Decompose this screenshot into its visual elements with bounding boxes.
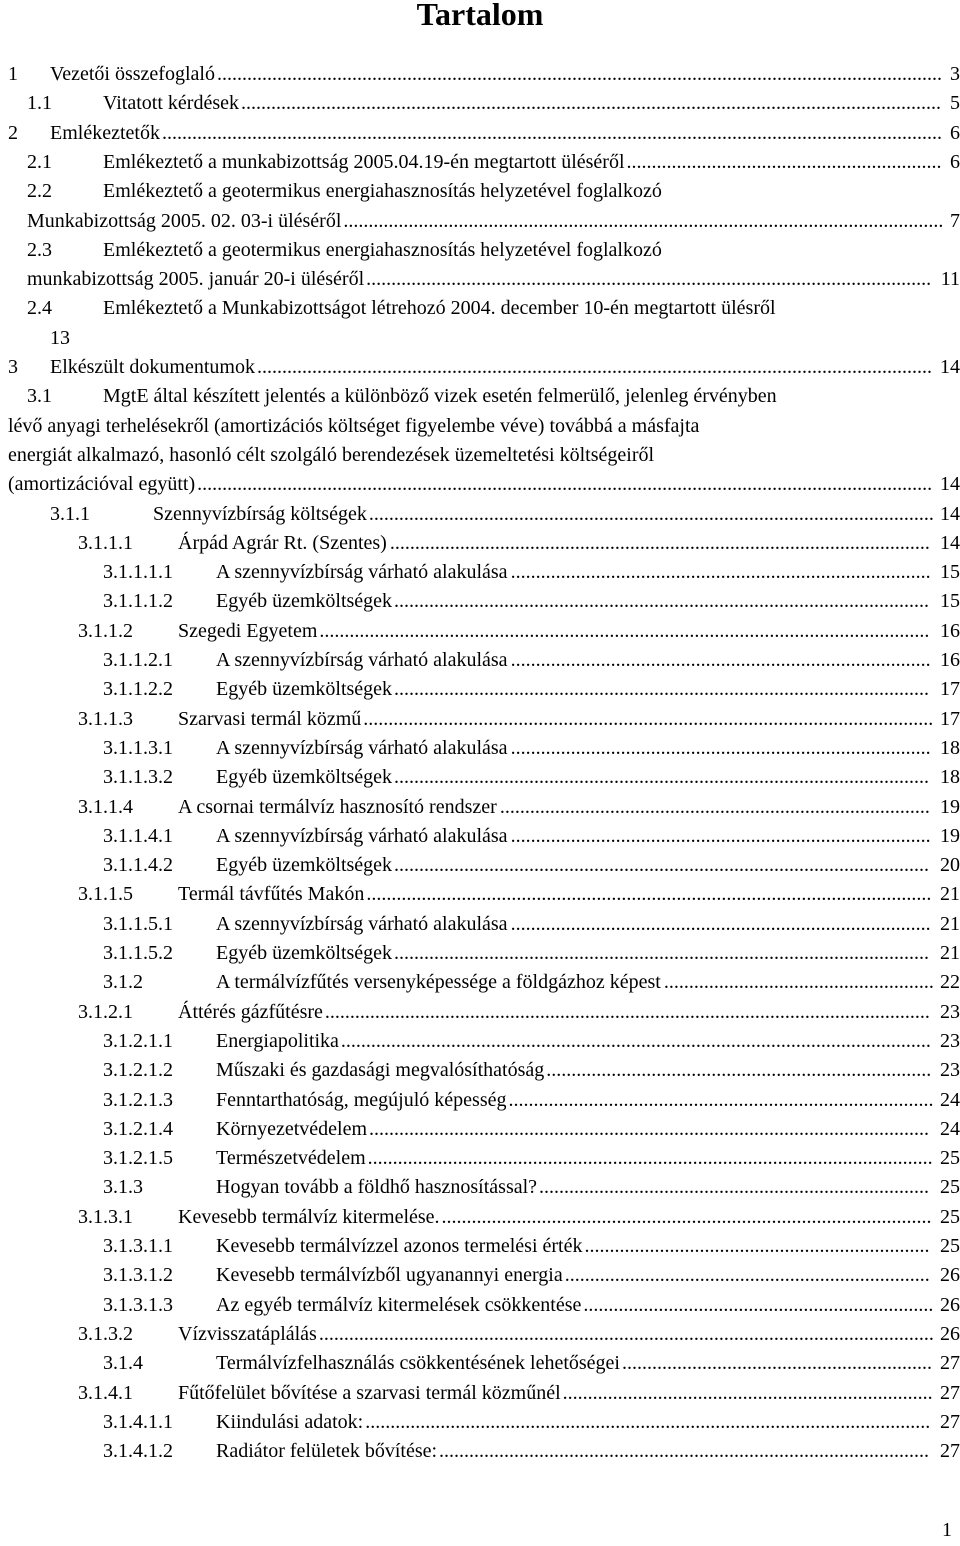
toc-entry-title: Egyéb üzemköltségek — [216, 854, 393, 877]
toc-entry — [0, 646, 960, 675]
toc-entry — [0, 822, 960, 851]
toc-entry — [0, 1291, 960, 1320]
toc-entry-continuation — [0, 265, 960, 294]
toc-entry-number: 3.1.1.4.1 — [103, 824, 173, 847]
toc-entry-page: 7 — [950, 209, 960, 232]
toc-entry — [0, 60, 960, 89]
toc-entry-title: Emlékeztető a munkabizottság 2005.04.19-én megtartott üléséről — [103, 150, 625, 173]
toc-entry-page: 6 — [950, 150, 960, 173]
toc-leader-dots: ........................................................................................................... — [394, 854, 930, 877]
toc-entry-title: Termálvízfelhasználás csökkentésének lehetőségei — [216, 1352, 620, 1375]
toc-entry-number: 3.1 — [27, 385, 52, 408]
toc-entry-page: 27 — [940, 1381, 960, 1404]
toc-entry — [0, 148, 960, 177]
toc-entry — [0, 617, 960, 646]
toc-entry-number: 3.1.1.5.1 — [103, 912, 173, 935]
toc-entry-title: A szennyvízbírság várható alakulása — [216, 649, 508, 671]
toc-entry-page: 18 — [940, 766, 960, 789]
toc-entry-number: 3.1.4.1.2 — [103, 1440, 173, 1463]
toc-leader-dots: .................................................................................... — [510, 912, 931, 935]
toc-entry-title: Egyéb üzemköltségek — [216, 766, 393, 789]
toc-entry-title: Vitatott kérdések — [103, 92, 239, 115]
toc-entry-title: Szegedi Egyetem — [178, 619, 318, 642]
toc-leader-dots: ............................................................................................................................................ — [240, 92, 941, 115]
toc-entry-page: 25 — [940, 1147, 960, 1170]
toc-leader-dots: .............................................................................. — [539, 1176, 930, 1199]
toc-entry-page: 3 — [950, 63, 960, 85]
toc-entry-number: 3.1.3.2 — [78, 1322, 133, 1345]
toc-entry — [0, 1027, 960, 1056]
toc-entry-title-continued: munkabizottság 2005. január 20-i üléséről — [27, 268, 365, 291]
toc-entry-title-continued: (amortizációval együtt) — [8, 473, 196, 496]
toc-leader-dots: ................................................................................................................. — [366, 268, 932, 291]
toc-leader-dots: ........................................................................................................................ — [343, 209, 944, 232]
toc-leader-dots: ...................................................................... — [583, 1293, 934, 1316]
toc-leader-dots: .................................................................................... — [510, 736, 931, 759]
toc-entry-page: 23 — [940, 1029, 960, 1052]
toc-entry-continuation — [0, 207, 960, 236]
toc-entry-number: 2.2 — [27, 180, 52, 203]
toc-entry — [0, 353, 960, 382]
toc-entry-title: Árpád Agrár Rt. (Szentes) — [178, 531, 387, 554]
toc-entry — [0, 939, 960, 968]
toc-entry-number: 3.1.3.1.1 — [103, 1235, 173, 1257]
toc-entry-title: Fűtőfelület bővítése a szarvasi termál közműnél — [178, 1381, 561, 1404]
toc-entry — [0, 1115, 960, 1144]
toc-entry-page: 26 — [940, 1293, 960, 1316]
toc-leader-dots: .................................................................................... — [510, 561, 931, 584]
toc-entry-page: 24 — [940, 1088, 960, 1111]
toc-entry — [0, 968, 960, 997]
toc-entry-page: 26 — [940, 1264, 960, 1287]
toc-entry-number: 3.1.2.1 — [78, 1000, 133, 1023]
toc-entry-title: Emlékeztetők — [50, 121, 160, 144]
toc-entry-number: 3.1.3 — [103, 1176, 143, 1199]
toc-entry-page: 20 — [940, 854, 960, 877]
toc-entry-title: Emlékeztető a Munkabizottságot létrehozó 2004. december 10-én megtartott ülésről — [103, 297, 776, 320]
toc-leader-dots: ..................................................................... — [584, 1235, 930, 1257]
toc-entry-number: 3.1.1.1.1 — [103, 561, 173, 584]
toc-entry-number: 3.1.1.3 — [78, 707, 133, 730]
toc-leader-dots: ................................................................................................................. — [368, 502, 934, 525]
toc-entry-page: 27 — [940, 1352, 960, 1375]
toc-entry-page: 27 — [940, 1440, 960, 1463]
toc-leader-dots: ........................................................................................................... — [394, 942, 930, 964]
toc-leader-dots: ..................................................................................... — [508, 1088, 934, 1111]
page-number: 1 — [942, 1519, 952, 1541]
toc-leader-dots: ................................................................................................................. — [367, 1147, 933, 1170]
toc-entry — [0, 1349, 960, 1378]
toc-entry-page: 6 — [950, 121, 960, 144]
toc-entry-page: 21 — [940, 883, 960, 906]
toc-entry-number: 3.1.1.5.2 — [103, 942, 173, 964]
toc-leader-dots: .............................................................. — [621, 1352, 932, 1375]
toc-entry-number: 2 — [8, 121, 18, 144]
toc-entry-title: Áttérés gázfűtésre — [178, 1000, 323, 1023]
toc-leader-dots: ........................................................................................................... — [394, 766, 930, 789]
toc-entry — [0, 1379, 960, 1408]
toc-entry-title: Műszaki és gazdasági megvalósíthatóság — [216, 1059, 545, 1082]
toc-entry-page: 18 — [940, 736, 960, 759]
toc-leader-dots: .................................................................................... — [510, 649, 931, 671]
toc-entry-title: Emlékeztető a geotermikus energiahasznosítás helyzetével foglalkozó — [103, 238, 662, 261]
toc-entry-number: 3.1.4.1.1 — [103, 1410, 173, 1433]
toc-entry-page: 16 — [940, 649, 960, 671]
toc-leader-dots: ................................................................................................................................................... — [197, 473, 933, 496]
toc-leader-dots: ...................................................................................... — [499, 795, 930, 818]
toc-entry — [0, 851, 960, 880]
toc-leader-dots: ...................................................................................................................... — [340, 1029, 931, 1052]
toc-entry-title: Kevesebb termálvíz kitermelése. — [178, 1205, 440, 1228]
toc-entry-title: Szarvasi termál közmű — [178, 707, 362, 730]
toc-entry — [0, 500, 960, 529]
toc-entry-title: Termál távfűtés Makón — [178, 883, 365, 906]
toc-leader-dots: ...................................................... — [663, 971, 934, 994]
toc-entry — [0, 1261, 960, 1290]
toc-entry-number: 3.1.3.1 — [78, 1205, 133, 1228]
toc-entry — [0, 1173, 960, 1202]
toc-entry-page: 17 — [940, 707, 960, 730]
toc-entry-number: 3.1.4 — [103, 1352, 143, 1375]
toc-entry-page: 25 — [940, 1176, 960, 1199]
toc-entry-page: 25 — [940, 1205, 960, 1228]
toc-entry — [0, 880, 960, 909]
toc-entry-title: Vezetői összefoglaló — [50, 63, 215, 85]
toc-entry-page: 23 — [940, 1000, 960, 1023]
toc-leader-dots: ......................................................................................................................... — [324, 1000, 930, 1023]
toc-entry-title: Kiindulási adatok: — [216, 1410, 364, 1433]
toc-entry — [0, 236, 960, 265]
toc-leader-dots: .......................................................................... — [562, 1381, 933, 1404]
toc-entry-title: Hogyan tovább a földhő hasznosítással? — [216, 1176, 538, 1199]
toc-entry-title-continued: Munkabizottság 2005. 02. 03-i üléséről — [27, 209, 342, 232]
toc-entry-title: Fenntarthatóság, megújuló képesség — [216, 1088, 507, 1111]
toc-entry-number: 3.1.1.1.2 — [103, 590, 173, 613]
toc-entry-number: 2.1 — [27, 150, 52, 173]
toc-entry-number: 3.1.1.3.2 — [103, 766, 173, 789]
toc-leader-dots: ........................................................................................................................... — [318, 1322, 934, 1345]
toc-entry-page: 15 — [940, 590, 960, 613]
toc-entry-page: 14 — [940, 502, 960, 525]
toc-entry-title: Környezetvédelem — [216, 1117, 368, 1140]
toc-entry-page: 25 — [940, 1235, 960, 1257]
toc-entry-title: Egyéb üzemköltségek — [216, 590, 393, 613]
toc-entry-page: 27 — [940, 1410, 960, 1433]
toc-entry-title: Kevesebb termálvízből ugyanannyi energia — [216, 1264, 563, 1287]
toc-entry-continuation — [0, 470, 960, 499]
toc-entry — [0, 89, 960, 118]
toc-leader-dots: ............................................................................................................ — [389, 531, 930, 554]
toc-leader-dots: .................................................................................... — [510, 824, 931, 847]
toc-entry-page: 14 — [940, 473, 960, 496]
toc-entry-page: 24 — [940, 1117, 960, 1140]
toc-entry-title: Szennyvízbírság költségek — [153, 502, 367, 525]
toc-entry — [0, 1232, 960, 1261]
toc-entry-title: A termálvízfűtés versenyképessége a földgázhoz képest — [216, 971, 661, 994]
toc-entry-title: A csornai termálvíz hasznosító rendszer — [178, 795, 497, 818]
toc-entry-number: 3.1.1 — [50, 502, 90, 525]
toc-leader-dots: ................................................................................................................ — [369, 1117, 930, 1140]
toc-leader-dots: ......................................................................... — [564, 1264, 930, 1287]
toc-leader-dots: ............................................................... — [626, 150, 942, 173]
toc-entry-page: 19 — [940, 795, 960, 818]
toc-entry-title: A szennyvízbírság várható alakulása — [216, 561, 508, 584]
toc-entry-title: Egyéb üzemköltségek — [216, 678, 393, 701]
toc-entry-title: A szennyvízbírság várható alakulása — [216, 912, 508, 935]
toc-entry-title: A szennyvízbírság várható alakulása — [216, 824, 508, 847]
toc-entry — [0, 587, 960, 616]
toc-entry-number: 3.1.1.5 — [78, 883, 133, 906]
toc-entry-number: 2.4 — [27, 297, 52, 320]
toc-entry-number: 3.1.3.1.3 — [103, 1293, 173, 1316]
toc-entry-page: 15 — [940, 561, 960, 584]
toc-leader-dots: .................................................................................................. — [441, 1205, 932, 1228]
toc-leader-dots: ............................................................................................................................................................ — [161, 121, 942, 144]
toc-entry — [0, 734, 960, 763]
toc-entry-number: 3.1.1.1 — [78, 531, 133, 554]
toc-entry-number: 3.1.2.1.1 — [103, 1029, 173, 1052]
toc-entry-number: 3 — [8, 356, 18, 378]
toc-entry — [0, 1437, 960, 1466]
toc-leader-dots: .......................................................................................................................... — [319, 619, 930, 642]
toc-entry-number: 3.1.2 — [103, 971, 143, 994]
toc-entry-number: 3.1.1.4 — [78, 795, 133, 818]
toc-entry-title: A szennyvízbírság várható alakulása — [216, 736, 508, 759]
toc-entry-continuation: lévő anyagi terhelésekről (amortizációs költséget figyelembe véve) továbbá a másfajta — [8, 414, 700, 437]
toc-entry-page: 16 — [940, 619, 960, 642]
toc-entry — [0, 1056, 960, 1085]
toc-entry-number: 3.1.2.1.3 — [103, 1088, 173, 1111]
toc-leader-dots: ................................................................................................................. — [366, 883, 932, 906]
toc-entry — [0, 119, 960, 148]
toc-entry-page: 21 — [940, 912, 960, 935]
toc-entry — [0, 675, 960, 704]
toc-entry-page: 22 — [940, 971, 960, 994]
toc-entry-page: 11 — [940, 268, 960, 291]
toc-entry-page: 5 — [950, 92, 960, 115]
toc-entry-number: 3.1.1.2.2 — [103, 678, 173, 701]
toc-entry-title: Természetvédelem — [216, 1147, 366, 1170]
toc-entry — [0, 1408, 960, 1437]
toc-entry-number: 2.3 — [27, 238, 52, 261]
toc-entry-number: 3.1.1.2 — [78, 619, 133, 642]
toc-entry-number: 3.1.3.1.2 — [103, 1264, 173, 1287]
toc-entry-number: 1.1 — [27, 92, 52, 115]
toc-leader-dots: .................................................................................................................. — [363, 707, 934, 730]
toc-entry — [0, 382, 960, 411]
toc-entry — [0, 558, 960, 587]
toc-entry — [0, 705, 960, 734]
toc-entry-number: 3.1.2.1.5 — [103, 1147, 173, 1170]
toc-entry-number: 3.1.1.2.1 — [103, 649, 173, 671]
toc-entry-continuation — [0, 324, 960, 353]
toc-leader-dots: ....................................................................................................................................... — [256, 356, 932, 378]
toc-leader-dots: ........................................................................................................... — [394, 590, 930, 613]
toc-entry-number: 3.1.2.1.4 — [103, 1117, 173, 1140]
toc-entry-page: 19 — [940, 824, 960, 847]
toc-entry — [0, 998, 960, 1027]
toc-entry-title: Egyéb üzemköltségek — [216, 942, 393, 964]
toc-entry-number: 3.1.4.1 — [78, 1381, 133, 1404]
toc-entry-title: Kevesebb termálvízzel azonos termelési érték — [216, 1235, 583, 1257]
toc-entry-number: 3.1.1.3.1 — [103, 736, 173, 759]
toc-entry-page: 14 — [940, 356, 960, 378]
toc-entry-number: 3.1.2.1.2 — [103, 1059, 173, 1082]
toc-entry-title: Vízvisszatáplálás — [178, 1322, 317, 1345]
toc-entry-title: Radiátor felületek bővítése: — [216, 1440, 438, 1463]
toc-entry-page: 17 — [940, 678, 960, 701]
toc-entry-number: 1 — [8, 63, 18, 85]
toc-entry — [0, 763, 960, 792]
toc-entry — [0, 529, 960, 558]
toc-leader-dots: .................................................................................................. — [439, 1440, 930, 1463]
toc-entry — [0, 177, 960, 206]
toc-leader-dots: ................................................................................................................. — [365, 1410, 931, 1433]
toc-entry-page: 14 — [940, 531, 960, 554]
toc-entry-title-continued: 13 — [50, 326, 70, 349]
toc-leader-dots: ........................................................................................................... — [394, 678, 930, 701]
toc-leader-dots: ............................................................................. — [546, 1059, 932, 1082]
toc-entry-page: 26 — [940, 1322, 960, 1345]
toc-entry-title: Emlékeztető a geotermikus energiahasznosítás helyzetével foglalkozó — [103, 180, 662, 203]
toc-entry-title: Elkészült dokumentumok — [50, 356, 255, 378]
toc-entry — [0, 1086, 960, 1115]
toc-entry — [0, 1144, 960, 1173]
toc-entry — [0, 1203, 960, 1232]
toc-entry-title: Energiapolitika — [216, 1029, 339, 1052]
toc-leader-dots: ................................................................................................................................................. — [216, 63, 942, 85]
toc-entry — [0, 1320, 960, 1349]
toc-entry — [0, 294, 960, 323]
toc-entry-continuation: energiát alkalmazó, hasonló célt szolgáló berendezések üzemeltetési költségeiről — [8, 443, 655, 466]
toc-entry — [0, 793, 960, 822]
toc-entry-page: 23 — [940, 1059, 960, 1082]
toc-entry — [0, 910, 960, 939]
page-title: Tartalom — [416, 0, 544, 32]
toc-entry-number: 3.1.1.4.2 — [103, 854, 173, 877]
toc-entry-title: Az egyéb termálvíz kitermelések csökkentése — [216, 1293, 582, 1316]
toc-entry-title: MgtE által készített jelentés a különböző vizek esetén felmerülő, jelenleg érvényben — [103, 385, 777, 408]
toc-entry-page: 21 — [940, 942, 960, 964]
